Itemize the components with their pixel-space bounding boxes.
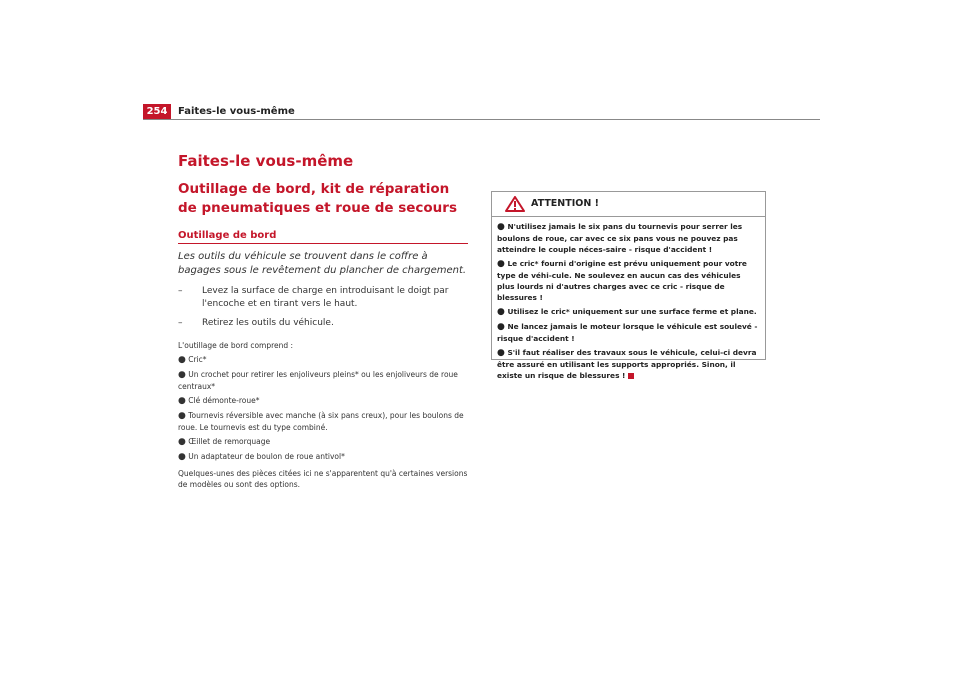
step-dash: –	[178, 286, 183, 296]
step-text: Retirez les outils du véhicule.	[202, 318, 334, 328]
options-note: Quelques-unes des pièces citées ici ne s'apparentent qu'à certaines versions de modèles ou sont des options.	[178, 469, 468, 489]
intro-text: Les outils du véhicule se trouvent dans le coffre à bagages sous le revêtement du plancher de chargement.	[178, 251, 467, 276]
bullet-icon: ●	[178, 370, 186, 380]
bullet-icon: ●	[178, 396, 186, 406]
bullet-icon: ●	[497, 322, 505, 332]
list-item	[178, 395, 468, 407]
step-dash: –	[178, 318, 183, 328]
warning-item	[497, 347, 760, 381]
section-title: Outillage de bord, kit de réparation de pneumatiques et roue de secours	[178, 181, 457, 216]
list-item	[178, 436, 468, 448]
list-item-text: Clé démonte-roue*	[188, 396, 260, 405]
bullet-icon: ●	[497, 222, 505, 232]
warning-triangle-icon	[505, 196, 525, 216]
list-item-text: Un adaptateur de boulon de roue antivol*	[188, 452, 345, 461]
bullet-icon: ●	[497, 348, 505, 358]
warning-item-text: Ne lancez jamais le moteur lorsque le véhicule est soulevé - risque d'accident !	[497, 322, 758, 343]
warning-title: ATTENTION !	[531, 198, 599, 209]
warning-header	[492, 192, 765, 217]
list-item-text: Un crochet pour retirer les enjoliveurs pleins* ou les enjoliveurs de roue centraux*	[178, 370, 458, 391]
list-item	[178, 369, 468, 392]
bullet-icon: ●	[178, 452, 186, 462]
left-column	[178, 152, 468, 493]
warning-item	[497, 321, 760, 344]
list-item	[178, 451, 468, 463]
warning-list	[492, 217, 765, 381]
bullet-icon: ●	[178, 437, 186, 447]
warning-item-text: S'il faut réaliser des travaux sous le véhicule, celui-ci devra être assuré en utilisant les supports appropriés. Sinon, il existe un risque de blessures !	[497, 348, 757, 380]
warning-item-text: N'utilisez jamais le six pans du tournevis pour serrer les boulons de roue, car avec ce six pans vous ne pouvez pas atteindre le couple néces-saire - risque d'accident !	[497, 222, 743, 254]
warning-item	[497, 306, 760, 318]
bullet-icon: ●	[178, 411, 186, 421]
bullet-icon: ●	[497, 307, 505, 317]
warning-item-text: Utilisez le cric* uniquement sur une surface ferme et plane.	[507, 307, 757, 316]
list-intro: L'outillage de bord comprend :	[178, 341, 294, 350]
list-item-text: Cric*	[188, 355, 207, 364]
warning-item	[497, 258, 760, 303]
warning-item-text: Le cric* fourni d'origine est prévu uniquement pour votre type de véhi-cule. Ne soulevez en aucun cas des véhicules plus lourds ni d'autres charges avec ce cric - risque de blessures !	[497, 259, 747, 302]
subsection-title: Outillage de bord	[178, 229, 468, 244]
tools-list	[178, 354, 468, 463]
header-rule	[143, 119, 820, 120]
list-item-text: Œillet de remorquage	[188, 437, 271, 446]
list-item-text: Tournevis réversible avec manche (à six pans creux), pour les boulons de roue. Le tournevis est du type combiné.	[178, 411, 464, 432]
list-item	[178, 410, 468, 433]
warning-item	[497, 221, 760, 255]
list-item	[178, 354, 468, 366]
step-item	[178, 317, 468, 330]
warning-box	[491, 191, 766, 380]
running-header-title: Faites-le vous-même	[178, 106, 295, 117]
bullet-icon: ●	[497, 259, 505, 269]
end-of-section-icon	[628, 373, 634, 379]
step-item	[178, 285, 468, 311]
page-number: 254	[143, 104, 171, 119]
chapter-title: Faites-le vous-même	[178, 152, 354, 170]
steps-list	[178, 285, 468, 330]
step-text: Levez la surface de charge en introduisant le doigt par l'encoche et en tirant vers le haut.	[202, 286, 449, 309]
bullet-icon: ●	[178, 355, 186, 365]
